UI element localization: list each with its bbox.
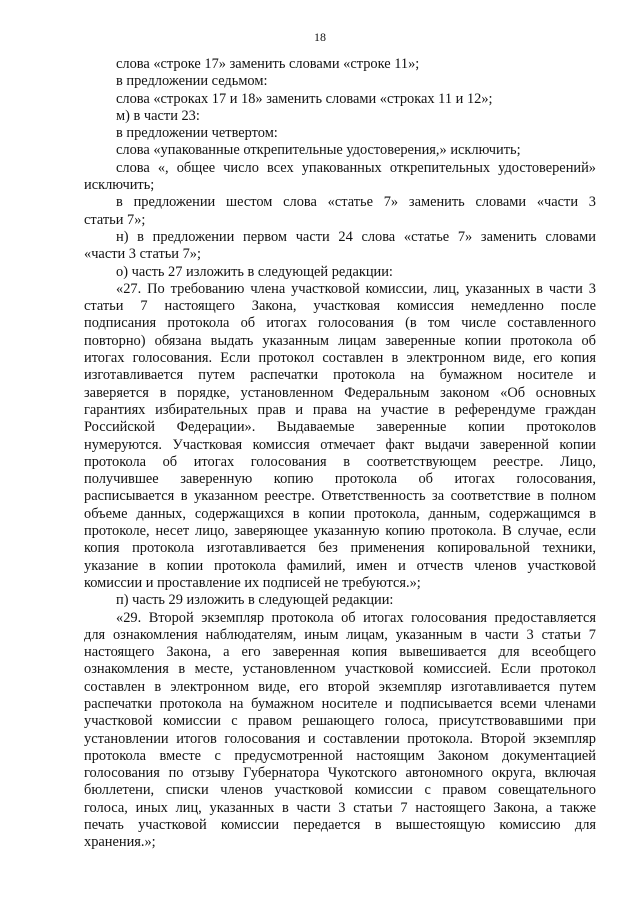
text-line: статьи 7»; (84, 211, 146, 228)
text-line: указание в копии протокола фамилий, имен и отчеств членов участковой (84, 557, 596, 574)
text-line: гарантиях избирательных прав и права на участие в референдуме граждан (84, 401, 596, 418)
text-line: п) часть 29 изложить в следующей редакции: (116, 592, 394, 609)
text-line: копия протокола изготавливается без применения копировальной техники, (84, 540, 596, 557)
text-line: изготавливается путем распечатки протокола на бумажном носителе и (84, 367, 596, 384)
text-line: протокола об итогах голосования в соответствующем реестре. Лицо, (84, 453, 596, 470)
text-line: слова «упакованные открепительные удостоверения,» исключить; (116, 142, 521, 159)
text-line: расписывается в указанном реестре. Ответственность за соответствие в полном (84, 488, 596, 505)
text-line: м) в части 23: (116, 107, 200, 124)
text-line: в предложении седьмом: (116, 73, 268, 90)
text-line: настоящего Закона, а его заверенная копия вывешивается для всеобщего (84, 644, 596, 661)
text-line: повторно) обязана выдать указанным лицам заверенные копии протокола об (84, 332, 596, 349)
text-line: исключить; (84, 177, 155, 194)
text-line: «27. По требованию члена участковой комиссии, лиц, указанных в части 3 (116, 280, 596, 297)
text-line: «части 3 статьи 7»; (84, 246, 201, 263)
text-line: протоколе, несет лицо, заверяющее указанную копию протокола. В случае, если (84, 523, 596, 540)
text-line: для ознакомления наблюдателям, иным лицам, указанным в части 3 статьи 7 (84, 626, 596, 643)
text-line: н) в предложении первом части 24 слова «статье 7» заменить словами (116, 228, 596, 245)
page-number: 18 (314, 30, 326, 44)
text-line: печать участковой комиссии передается в вышестоящую комиссию для (84, 817, 596, 834)
text-line: слова «, общее число всех упакованных открепительных удостоверений» (116, 159, 596, 176)
text-line: слова «строках 17 и 18» заменить словами «строках 11 и 12»; (116, 90, 493, 107)
document-body (84, 56, 596, 852)
text-line: статьи 7 настоящего Закона, участковая комиссия немедленно после (84, 298, 596, 315)
text-line: Российской Федерации». Выдаваемые заверенные копии протоколов (84, 419, 596, 436)
text-line: в предложении четвертом: (116, 125, 278, 142)
text-line: слова «строке 17» заменить словами «строке 11»; (116, 56, 420, 72)
text-line: участковой комиссии с правом решающего голоса, присутствовавшими при (84, 713, 596, 730)
text-line: составлен в электронном виде, его второй экземпляр изготавливается путем (84, 678, 596, 695)
text-line: установлении итогов голосования и составлении протокола. Второй экземпляр (84, 730, 596, 747)
text-line: голосования по отзыву Губернатора Чукотского автономного округа, включая (84, 765, 596, 782)
text-line: бюллетени, списки членов участковой комиссии с правом совещательного (84, 782, 596, 799)
text-line: комиссии и проставление их подписей не требуются.»; (84, 574, 421, 591)
text-line: подписания протокола об итогах голосования (в том числе составленного (84, 315, 596, 332)
text-line: объеме данных, содержащихся в копии протокола, данным, содержащимся в (84, 505, 596, 522)
text-line: в предложении шестом слова «статье 7» заменить словами «части 3 (116, 194, 596, 211)
text-line: протокола вместе с предусмотренной настоящим Законом документацией (84, 747, 596, 764)
text-line: «29. Второй экземпляр протокола об итогах голосования предоставляется (116, 609, 596, 626)
text-line: ознакомления в месте, установленном участковой комиссией. Если протокол (84, 661, 596, 678)
text-line: хранения.»; (84, 834, 156, 851)
text-line: итогах голосования. Если протокол составлен в электронном виде, его копия (84, 350, 596, 367)
text-line: о) часть 27 изложить в следующей редакции: (116, 263, 393, 280)
text-line: заверяется в порядке, установленном Федеральным законом «Об основных (84, 384, 596, 401)
text-line: нумеруются. Участковая комиссия отмечает факт выдачи заверенной копии (84, 436, 596, 453)
text-line: голоса, иных лиц, указанных в части 3 статьи 7 настоящего Закона, а также (84, 799, 596, 816)
text-line: получившее заверенную копию протокола об итогах голосования, (84, 471, 596, 488)
text-line: распечатки протокола на бумажном носителе и подписывается всеми членами (84, 695, 596, 712)
